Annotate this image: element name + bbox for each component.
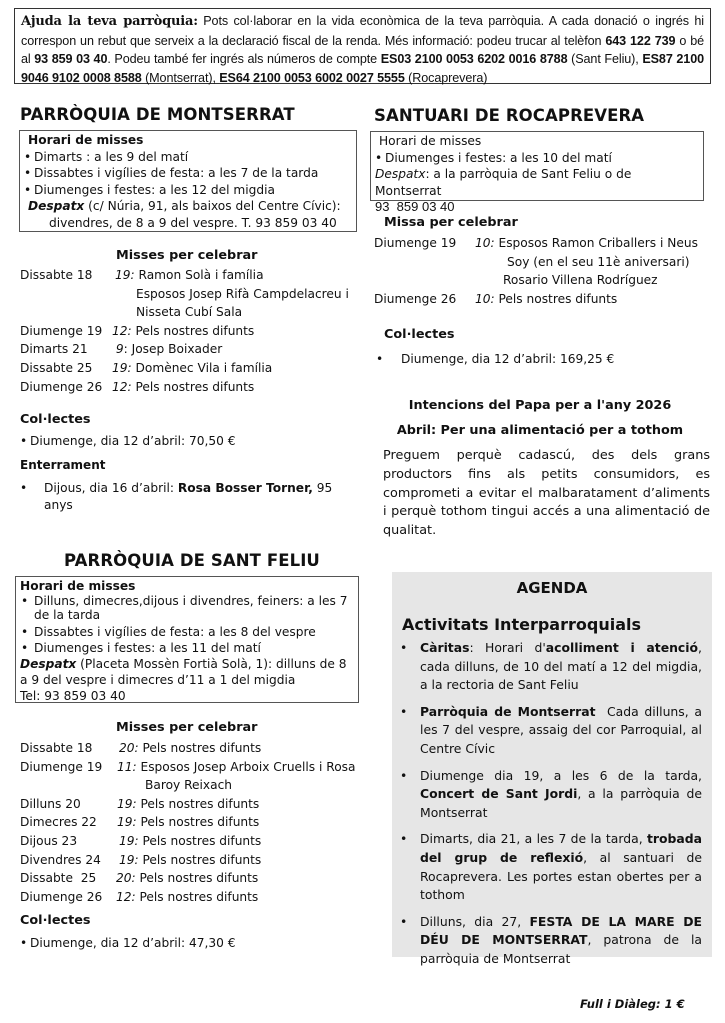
masses-heading: Misses per celebrar xyxy=(116,720,258,735)
montserrat-masses xyxy=(20,266,360,396)
rocaprevera-title: SANTUARI DE ROCAPREVERA xyxy=(374,106,645,125)
office-info: Despatx (Placeta Mossèn Fortià Solà, 1): dilluns de 8 a 9 del vespre i dimecres d’11 a 1 del migdia xyxy=(20,657,347,687)
bullet-icon: • xyxy=(376,352,384,366)
bullet-icon: • xyxy=(400,831,408,847)
agenda-subtitle: Activitats Interparroquials xyxy=(402,615,641,634)
price-footer: Full i Diàleg: 1 € xyxy=(580,997,685,1011)
bullet-icon: • xyxy=(400,913,408,929)
burial-item: • Dijous, dia 16 d’abril: Rosa Bosser Torner, 95 anys xyxy=(20,481,333,512)
masses-heading: Missa per celebrar xyxy=(384,215,518,230)
bullet-icon: • xyxy=(400,703,408,719)
office-info: Despatx: a la parròquia de Sant Feliu o de Montserrat xyxy=(375,167,632,198)
agenda-list xyxy=(392,639,712,969)
pope-intentions-title: Intencions del Papa per a l'any 2026 xyxy=(408,398,672,413)
schedule-heading: Horari de misses xyxy=(28,133,144,147)
agenda-item: • Parròquia de Montserrat Cada dilluns, a les 7 del vespre, assaig del cor Parroquial, al Centre Cívic xyxy=(392,703,702,759)
mass-row: Diumenge 26 10: Pels nostres difunts xyxy=(374,291,618,306)
burial-heading: Enterrament xyxy=(20,458,106,472)
santfeliu-masses xyxy=(20,739,365,906)
schedule-item: • Dimarts : a les 9 del matí xyxy=(24,149,189,164)
mass-row: Diumenge 19 10: Esposos Ramon Criballers i Neus Soy (en el seu 11è aniversari) Rosario Villena Rodríguez xyxy=(374,236,698,288)
collection-item: • Diumenge, dia 12 d’abril: 70,50 € xyxy=(20,434,236,448)
mass-row: Divendres 24 19: Pels nostres difunts xyxy=(20,852,262,867)
rocaprevera-masses xyxy=(374,234,719,308)
mass-row: Dissabte 18 20: Pels nostres difunts xyxy=(20,741,262,755)
agenda-title: AGENDA xyxy=(516,579,588,597)
mass-row: Dissabte 25 19: Domènec Vila i família xyxy=(20,360,273,375)
masses-heading: Misses per celebrar xyxy=(116,248,258,263)
phone-number: 643 122 739 xyxy=(605,33,676,48)
agenda-item: • Càritas: Horari d'acolliment i atenció, cada dilluns, de 10 del matí a 12 del migdia, a la rectoria de Sant Feliu xyxy=(392,639,702,695)
collection-item: • Diumenge, dia 12 d’abril: 47,30 € xyxy=(20,936,236,950)
bullet-icon: • xyxy=(20,936,28,950)
notice-lead: Ajuda la teva parròquia: xyxy=(21,14,198,29)
collection-item: • Diumenge, dia 12 d’abril: 169,25 € xyxy=(376,352,615,366)
pope-intentions-text: Preguem perquè cadascú, des dels grans productors fins als petits consumidors, es comprometi a evitar el malbaratament d’aliments i perquè tothom tingui accés a una alimentació de qualitat. xyxy=(383,448,710,539)
mass-row: Diumenge 19 11: Esposos Josep Arboix Cruells i Rosa Baroy Reixach xyxy=(20,759,356,793)
mass-row: Diumenge 19 12: Pels nostres difunts xyxy=(20,323,255,338)
collections-heading: Col·lectes xyxy=(20,913,91,928)
collections-heading: Col·lectes xyxy=(384,327,455,342)
agenda-item: • Diumenge dia 19, a les 6 de la tarda, Concert de Sant Jordi, a la parròquia de Montserrat xyxy=(392,767,702,823)
bullet-icon: • xyxy=(400,767,408,783)
montserrat-schedule-box: Horari de misses • Dimarts : a les 9 del matí • Dissabtes i vigílies de festa: a les 7 de la tarda • Diumenges i festes: a les 12 del migdia Despatx (c/ Núria, 91, als baixos del Centre Cívic): divendres, de 8 a 9 del vespre. T. 93 859 03 40 xyxy=(19,130,357,232)
bullet-icon: • xyxy=(21,641,29,655)
bullet-icon: • xyxy=(20,434,28,448)
collections-heading: Col·lectes xyxy=(20,412,91,427)
schedule-item: • Dissabtes i vigílies de festa: a les 7 de la tarda xyxy=(24,166,319,181)
schedule-item: • Diumenges i festes: a les 12 del migdia xyxy=(24,182,275,197)
bullet-icon: • xyxy=(24,149,32,164)
bullet-icon: • xyxy=(21,594,29,608)
donation-notice: Ajuda la teva parròquia: Pots col·laborar en la vida econòmica de la teva parròquia. A cada donació o ingrés hi correspon un rebut que serveix a la declaració fiscal de la renda. Més informació: podeu trucar al telèfon 643 122 739 o bé al 93 859 03 40. Podeu també fer ingrés als números de compte ES03 2100 0053 6202 0016 8788 (Sant Feliu), ES87 2100 9046 9102 0008 8588 (Montserrat), ES64 2100 0053 6002 0027 5555 (Rocaprevera) xyxy=(14,8,711,84)
bullet-icon: • xyxy=(20,481,28,495)
phone: 93 859 03 40 xyxy=(375,199,455,215)
agenda-box xyxy=(392,572,712,966)
mass-row: Dimarts 21 9 : Josep Boixader xyxy=(20,342,223,357)
account-number: ES64 2100 0053 6002 0027 5555 xyxy=(219,70,405,85)
schedule-heading: Horari de misses xyxy=(379,134,482,148)
rocaprevera-schedule-box xyxy=(370,131,704,215)
santfeliu-title: PARRÒQUIA DE SANT FELIU xyxy=(64,551,320,570)
account-number: ES87 2100 9046 9102 0008 8588 xyxy=(21,52,705,85)
schedule-item: • Dilluns, dimecres,dijous i divendres, feiners: a les 7 de la tarda xyxy=(21,594,348,622)
office-info: Despatx (c/ Núria, 91, als baixos del Centre Cívic): xyxy=(28,199,341,214)
schedule-item: • Diumenges i festes: a les 11 del matí xyxy=(21,641,261,655)
phone: Tel: 93 859 03 40 xyxy=(20,689,126,703)
mass-row: Diumenge 26 12: Pels nostres difunts xyxy=(20,889,259,904)
mass-row: Dijous 23 19: Pels nostres difunts xyxy=(20,833,262,848)
bullet-icon: • xyxy=(400,640,408,655)
montserrat-title: PARRÒQUIA DE MONTSERRAT xyxy=(20,105,295,124)
mass-row: Dissabte 25 20: Pels nostres difunts xyxy=(20,871,259,886)
mass-row: Dilluns 20 19: Pels nostres difunts xyxy=(20,796,260,811)
mass-row: Dimecres 22 19: Pels nostres difunts xyxy=(20,815,260,830)
bullet-icon: • xyxy=(21,625,29,639)
pope-intentions-subtitle: Abril: Per una alimentació per a tothom xyxy=(396,423,684,438)
schedule-heading: Horari de misses xyxy=(20,579,136,593)
bullet-icon: • xyxy=(375,150,383,165)
mass-row: Diumenge 26 12: Pels nostres difunts xyxy=(20,379,255,394)
agenda-item: • Dimarts, dia 21, a les 7 de la tarda, trobada del grup de reflexió, al santuari de Rocaprevera. Les portes estan obertes per a tothom xyxy=(392,830,702,904)
schedule-item: • Dissabtes i vigílies de festa: a les 8 del vespre xyxy=(21,625,316,639)
santfeliu-schedule-box xyxy=(15,576,359,703)
schedule-item: • Diumenges i festes: a les 10 del matí xyxy=(375,150,612,165)
bullet-icon: • xyxy=(24,166,32,181)
phone-number: 93 859 03 40 xyxy=(34,52,108,66)
agenda-item: • Dilluns, dia 27, FESTA DE LA MARE DE DÉU DE MONTSERRAT, patrona de la parròquia de Montserrat xyxy=(392,913,702,969)
account-number: ES03 2100 0053 6202 0016 8788 xyxy=(380,52,568,66)
mass-row: Dissabte 18 19: Ramon Solà i família Esposos Josep Rifà Campdelacreu i Nisseta Cubí Sala xyxy=(20,268,349,320)
bullet-icon: • xyxy=(24,182,32,197)
